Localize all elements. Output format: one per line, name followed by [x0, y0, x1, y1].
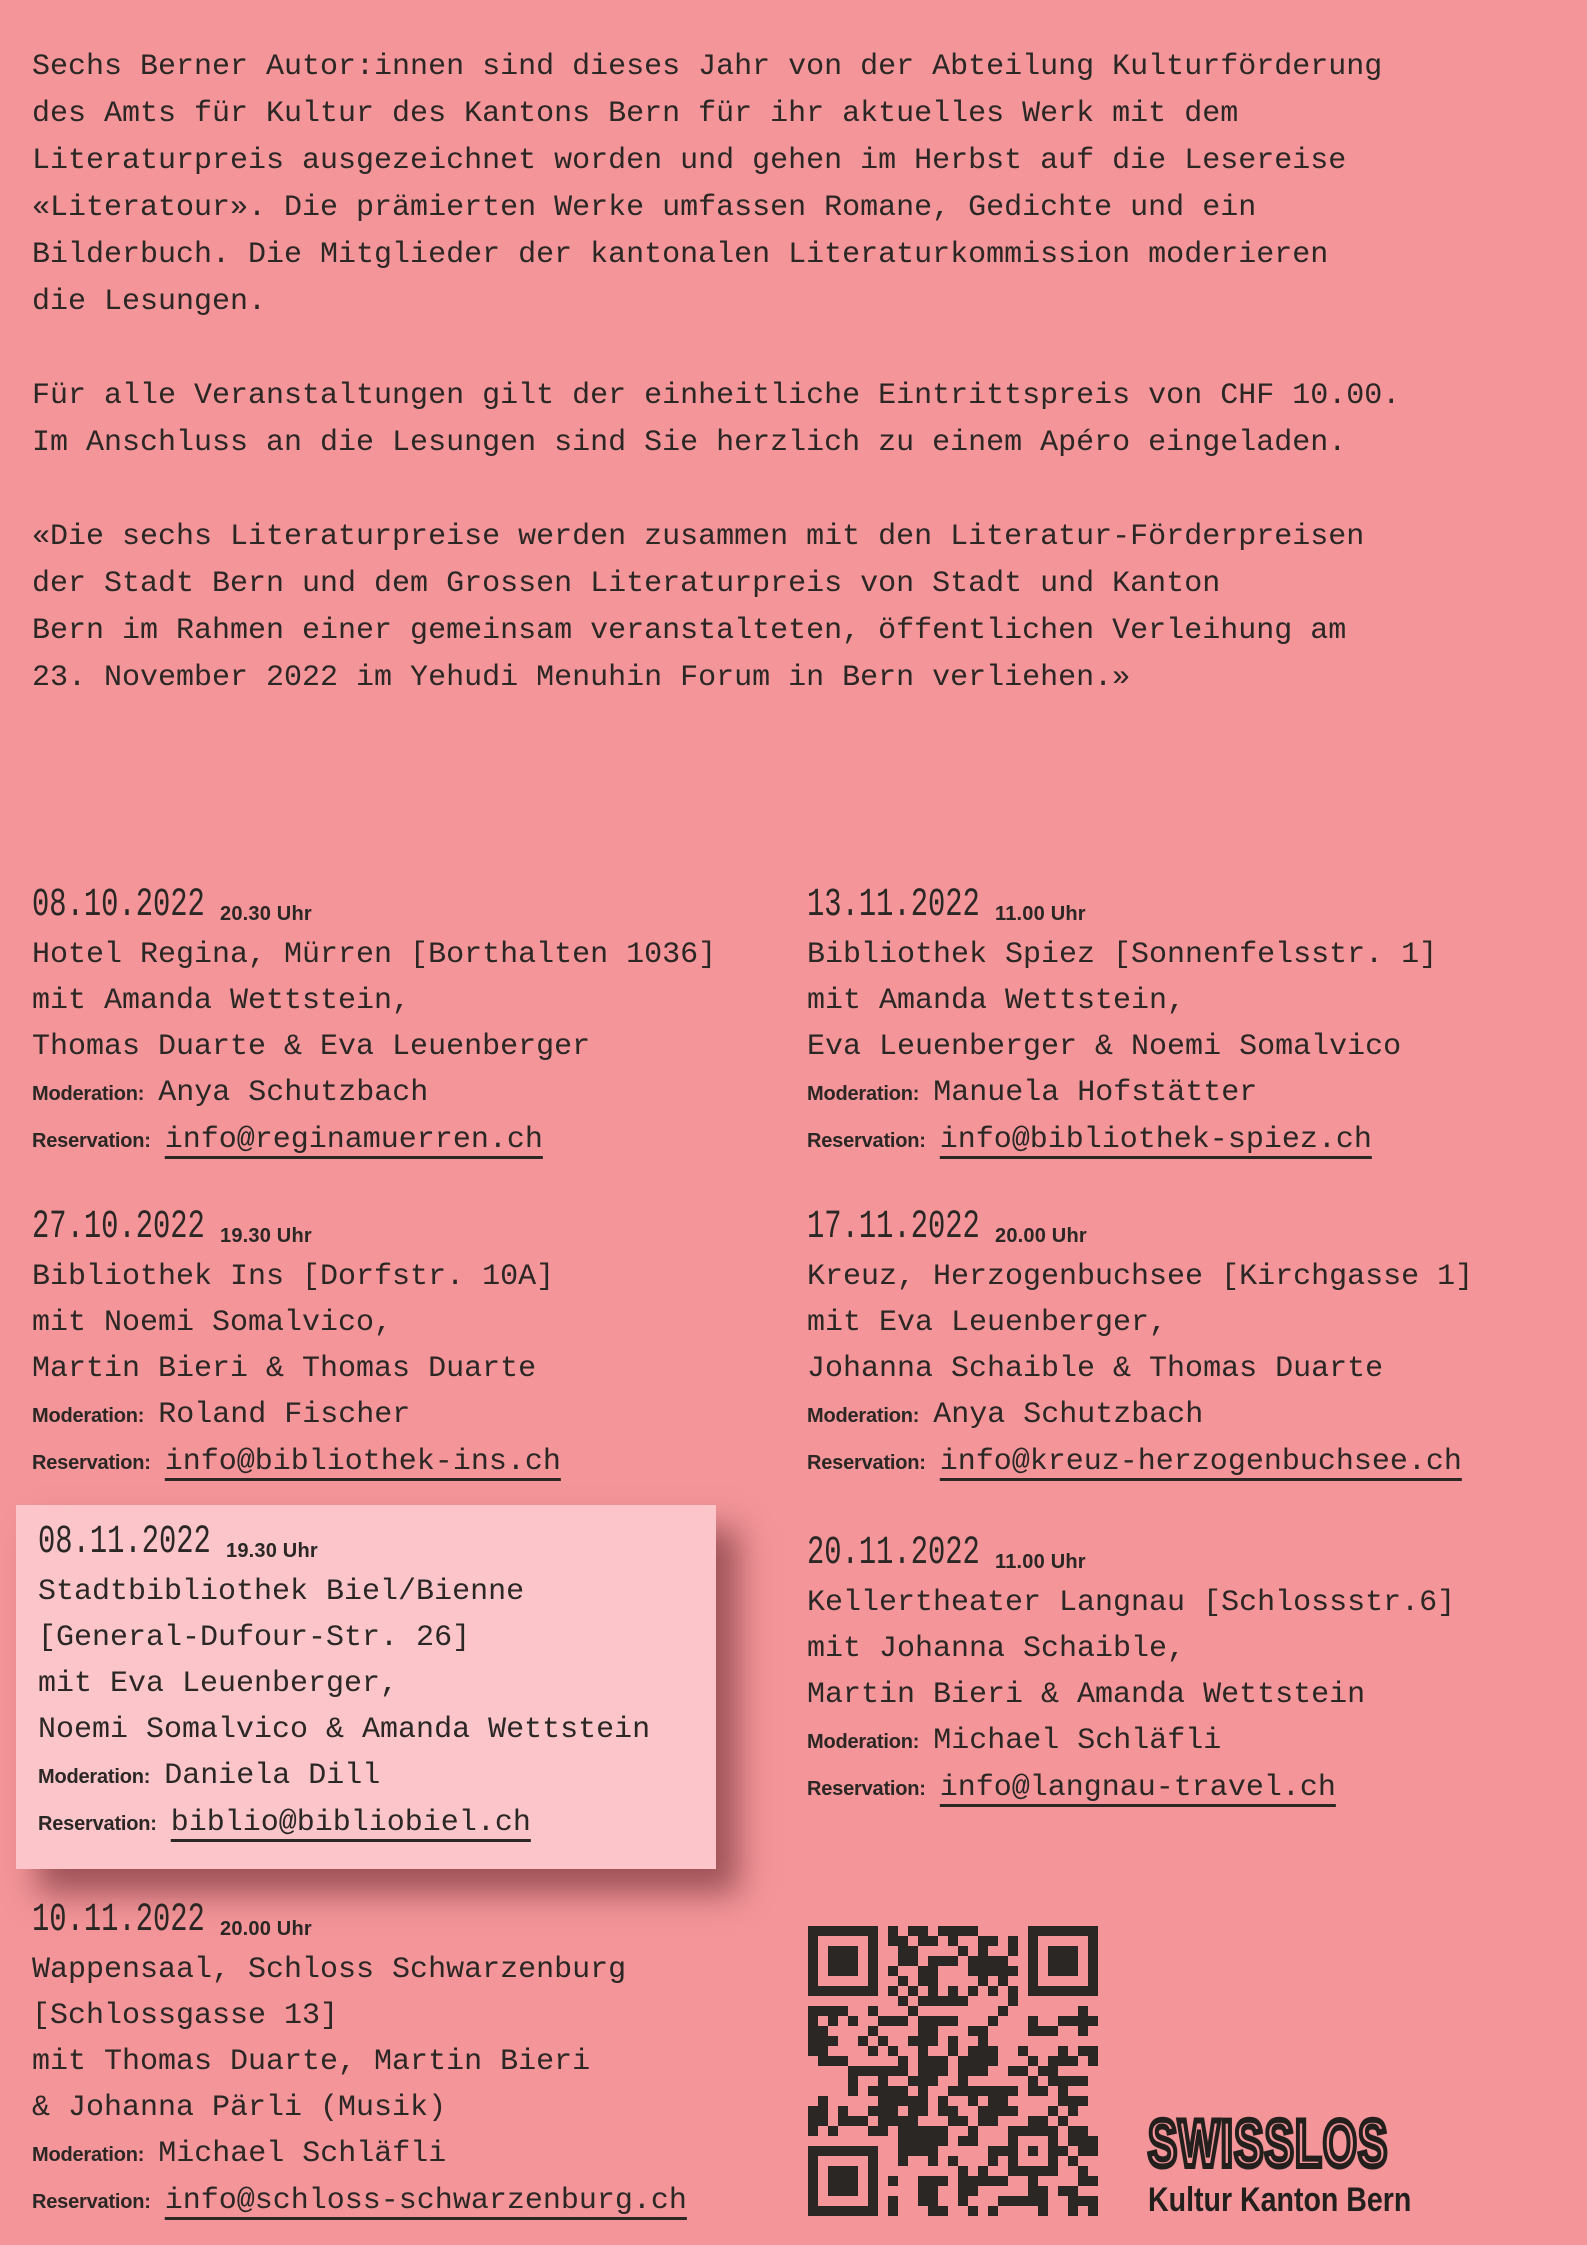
event-time: 20.00 Uhr	[220, 1918, 312, 1940]
moderation-label: Moderation:	[807, 1405, 920, 1427]
intro-text	[32, 44, 1400, 749]
reservation-label: Reservation:	[807, 1452, 926, 1474]
event-date: 27.10.2022	[32, 1205, 205, 1250]
reservation-email[interactable]: info@schloss-schwarzenburg.ch	[164, 2184, 687, 2218]
reservation-label: Reservation:	[32, 1130, 151, 1152]
swisslos-subtitle: Kultur Kanton Bern	[1148, 2181, 1412, 2219]
event-authors-1: mit Thomas Duarte, Martin Bieri	[32, 2045, 591, 2079]
event-card-regina-muerren	[32, 880, 716, 1164]
moderation-label: Moderation:	[38, 1766, 151, 1788]
text-line: «Literatour». Die prämierten Werke umfassen Romane, Gedichte und ein	[32, 191, 1257, 225]
event-venue-2: [Schlossgasse 13]	[32, 1999, 339, 2033]
event-authors-2: Martin Bieri & Thomas Duarte	[32, 1352, 537, 1386]
event-card-kellertheater-langnau	[807, 1528, 1455, 1812]
reservation-email[interactable]: info@langnau-travel.ch	[939, 1771, 1336, 1805]
reservation-email[interactable]: info@reginamuerren.ch	[164, 1123, 543, 1157]
event-authors-2: & Johanna Pärli (Musik)	[32, 2091, 447, 2125]
text-line: «Die sechs Literaturpreise werden zusammen mit den Literatur-Förderpreisen	[32, 520, 1365, 554]
event-authors-2: Eva Leuenberger & Noemi Somalvico	[807, 1030, 1402, 1064]
moderation-name: Anya Schutzbach	[933, 1398, 1204, 1432]
event-authors-1: mit Amanda Wettstein,	[32, 984, 411, 1018]
event-authors-2: Martin Bieri & Amanda Wettstein	[807, 1678, 1366, 1712]
event-date: 08.10.2022	[32, 883, 205, 928]
event-time: 20.00 Uhr	[995, 1225, 1087, 1247]
event-time: 19.30 Uhr	[226, 1540, 318, 1562]
event-venue: Bibliothek Ins [Dorfstr. 10A]	[32, 1260, 555, 1294]
event-card-schloss-schwarzenburg	[32, 1895, 687, 2225]
event-time: 20.30 Uhr	[220, 903, 312, 925]
event-card-stadtbibliothek-biel	[38, 1517, 716, 1847]
event-date: 10.11.2022	[32, 1898, 205, 1943]
moderation-label: Moderation:	[32, 1405, 145, 1427]
text-line: Für alle Veranstaltungen gilt der einheitliche Eintrittspreis von CHF 10.00.	[32, 379, 1401, 413]
qr-code	[808, 1926, 1098, 2216]
intro-paragraph-3	[32, 514, 1400, 702]
moderation-name: Michael Schläfli	[158, 2137, 447, 2171]
event-authors-1: mit Amanda Wettstein,	[807, 984, 1186, 1018]
reservation-email[interactable]: biblio@bibliobiel.ch	[170, 1806, 531, 1840]
event-card-bibliothek-spiez	[807, 880, 1437, 1164]
intro-paragraph-1	[32, 44, 1400, 326]
event-authors-1: mit Johanna Schaible,	[807, 1632, 1186, 1666]
event-authors-2: Thomas Duarte & Eva Leuenberger	[32, 1030, 591, 1064]
reservation-email[interactable]: info@bibliothek-ins.ch	[164, 1445, 561, 1479]
event-authors-2: Johanna Schaible & Thomas Duarte	[807, 1352, 1384, 1386]
event-date: 20.11.2022	[807, 1531, 980, 1576]
reservation-label: Reservation:	[807, 1130, 926, 1152]
text-line: Literaturpreis ausgezeichnet worden und gehen im Herbst auf die Lesereise	[32, 144, 1347, 178]
moderation-label: Moderation:	[32, 2144, 145, 2166]
reservation-label: Reservation:	[32, 1452, 151, 1474]
text-line: Im Anschluss an die Lesungen sind Sie herzlich zu einem Apéro eingeladen.	[32, 426, 1347, 460]
moderation-name: Manuela Hofstätter	[933, 1076, 1258, 1110]
event-venue: Kellertheater Langnau [Schlossstr.6]	[807, 1586, 1456, 1620]
event-card-kreuz-herzogenbuchsee	[807, 1202, 1473, 1486]
event-time: 11.00 Uhr	[995, 1551, 1086, 1573]
swisslos-logo	[1148, 2106, 1512, 2219]
moderation-label: Moderation:	[32, 1083, 145, 1105]
reservation-email[interactable]: info@bibliothek-spiez.ch	[939, 1123, 1372, 1157]
intro-paragraph-2	[32, 373, 1400, 467]
moderation-label: Moderation:	[807, 1731, 920, 1753]
event-venue-1: Wappensaal, Schloss Schwarzenburg	[32, 1953, 627, 1987]
text-line: 23. November 2022 im Yehudi Menuhin Forum in Bern verliehen.»	[32, 661, 1131, 695]
event-authors-2: Noemi Somalvico & Amanda Wettstein	[38, 1713, 651, 1747]
event-venue-2: [General-Dufour-Str. 26]	[38, 1621, 471, 1655]
reservation-label: Reservation:	[32, 2191, 151, 2213]
event-date: 08.11.2022	[38, 1520, 211, 1565]
text-line: Bilderbuch. Die Mitglieder der kantonalen Literaturkommission moderieren	[32, 238, 1329, 272]
reservation-label: Reservation:	[807, 1778, 926, 1800]
reservation-label: Reservation:	[38, 1813, 157, 1835]
event-authors-1: mit Eva Leuenberger,	[38, 1667, 399, 1701]
event-venue: Hotel Regina, Mürren [Borthalten 1036]	[32, 938, 717, 972]
reservation-email[interactable]: info@kreuz-herzogenbuchsee.ch	[939, 1445, 1462, 1479]
moderation-label: Moderation:	[807, 1083, 920, 1105]
event-date: 17.11.2022	[807, 1205, 980, 1250]
text-line: Sechs Berner Autor:innen sind dieses Jahr von der Abteilung Kulturförderung	[32, 50, 1383, 84]
moderation-name: Anya Schutzbach	[158, 1076, 429, 1110]
event-date: 13.11.2022	[807, 883, 980, 928]
event-venue: Bibliothek Spiez [Sonnenfelsstr. 1]	[807, 938, 1438, 972]
text-line: des Amts für Kultur des Kantons Bern für ihr aktuelles Werk mit dem	[32, 97, 1239, 131]
event-time: 19.30 Uhr	[220, 1225, 312, 1247]
highlighted-event-card-biel	[16, 1505, 716, 1869]
event-venue-1: Stadtbibliothek Biel/Bienne	[38, 1575, 525, 1609]
moderation-name: Daniela Dill	[164, 1759, 381, 1793]
text-line: Bern im Rahmen einer gemeinsam veranstalteten, öffentlichen Verleihung am	[32, 614, 1347, 648]
text-line: der Stadt Bern und dem Grossen Literaturpreis von Stadt und Kanton	[32, 567, 1221, 601]
event-card-bibliothek-ins	[32, 1202, 561, 1486]
event-time: 11.00 Uhr	[995, 903, 1086, 925]
moderation-name: Michael Schläfli	[933, 1724, 1222, 1758]
moderation-name: Roland Fischer	[158, 1398, 411, 1432]
text-line: die Lesungen.	[32, 285, 267, 319]
event-authors-1: mit Noemi Somalvico,	[32, 1306, 393, 1340]
event-authors-1: mit Eva Leuenberger,	[807, 1306, 1168, 1340]
swisslos-wordmark: SWISSLOS	[1148, 2106, 1389, 2180]
event-venue: Kreuz, Herzogenbuchsee [Kirchgasse 1]	[807, 1260, 1474, 1294]
